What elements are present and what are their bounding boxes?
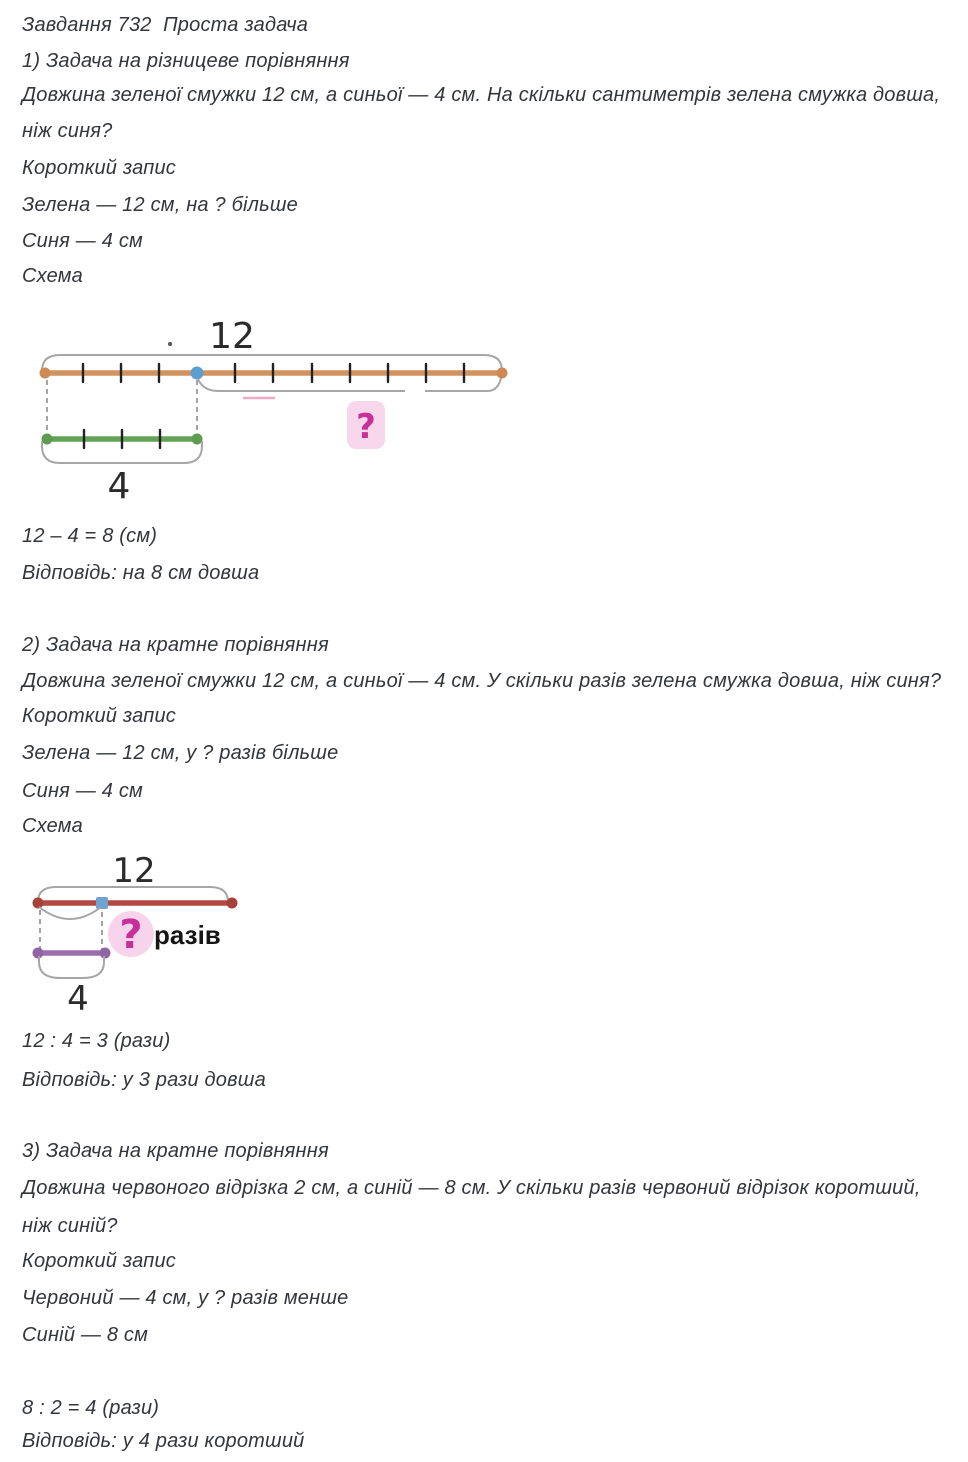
section3-problem-line2: ніж синій? [22,1215,118,1237]
total-strip-right-dot [227,898,238,909]
difference-comparison-diagram [35,308,515,508]
section3-short-record-label: Короткий запис [22,1250,176,1272]
section1-record-green: Зелена — 12 см, на ? більше [22,194,298,216]
section2-short-record-label: Короткий запис [22,705,176,727]
section3-answer: Відповідь: у 4 рази коротший [22,1430,305,1452]
section3-solution: 8 : 2 = 4 (рази) [22,1397,160,1419]
split-marker [96,897,108,909]
question-mark: ? [356,407,376,447]
part-strip-left-dot [42,434,53,445]
section1-problem-line1: Довжина зеленої смужки 12 см, а синьої — 4 см. На скільки сантиметрів зелена смужка довша, [22,84,941,106]
section2-record-blue: Синя — 4 см [22,780,143,802]
total-strip-right-dot [497,368,508,379]
section3-record-red: Червоний — 4 см, у ? разів менше [22,1287,349,1309]
part-length-label: 4 [67,979,89,1019]
part-bracket [39,956,104,978]
section1-solution: 12 – 4 = 8 (см) [22,525,158,547]
first-part-arc [39,907,101,919]
section3-heading: 3) Задача на кратне порівняння [22,1140,329,1162]
section1-short-record-label: Короткий запис [22,157,176,179]
part-strip-right-dot [192,434,203,445]
section3-record-blue: Синій — 8 см [22,1324,149,1346]
section3-problem-line1: Довжина червоного відрізка 2 см, а синій — 8 см. У скільки разів червоний відрізок коротший, [22,1177,921,1199]
total-strip-left-dot [33,898,44,909]
part-length-label: 4 [107,466,131,507]
section1-schema-label: Схема [22,265,83,287]
split-dot [191,367,204,380]
section2-schema-label: Схема [22,815,83,837]
section1-problem-line2: ніж синя? [22,120,113,142]
question-mark: ? [119,912,143,958]
section1-record-blue: Синя — 4 см [22,230,143,252]
total-length-label: 12 [209,316,255,357]
section2-problem-line1: Довжина зеленої смужки 12 см, а синьої — 4 см. У скільки разів зелена смужка довша, ніж синя? [22,670,942,692]
section2-heading: 2) Задача на кратне порівняння [22,634,329,656]
times-word: разів [154,920,221,950]
section2-answer: Відповідь: у 3 рази довша [22,1069,266,1091]
section2-record-green: Зелена — 12 см, у ? разів більше [22,742,339,764]
section2-solution: 12 : 4 = 3 (рази) [22,1030,171,1052]
total-length-label: 12 [112,851,156,891]
stray-dot [168,342,172,346]
section1-heading: 1) Задача на різницеве порівняння [22,50,350,72]
total-strip-left-dot [40,368,51,379]
multiple-comparison-diagram [30,850,310,1022]
section1-answer: Відповідь: на 8 см довша [22,562,260,584]
task-title: Завдання 732 Проста задача [22,14,309,36]
